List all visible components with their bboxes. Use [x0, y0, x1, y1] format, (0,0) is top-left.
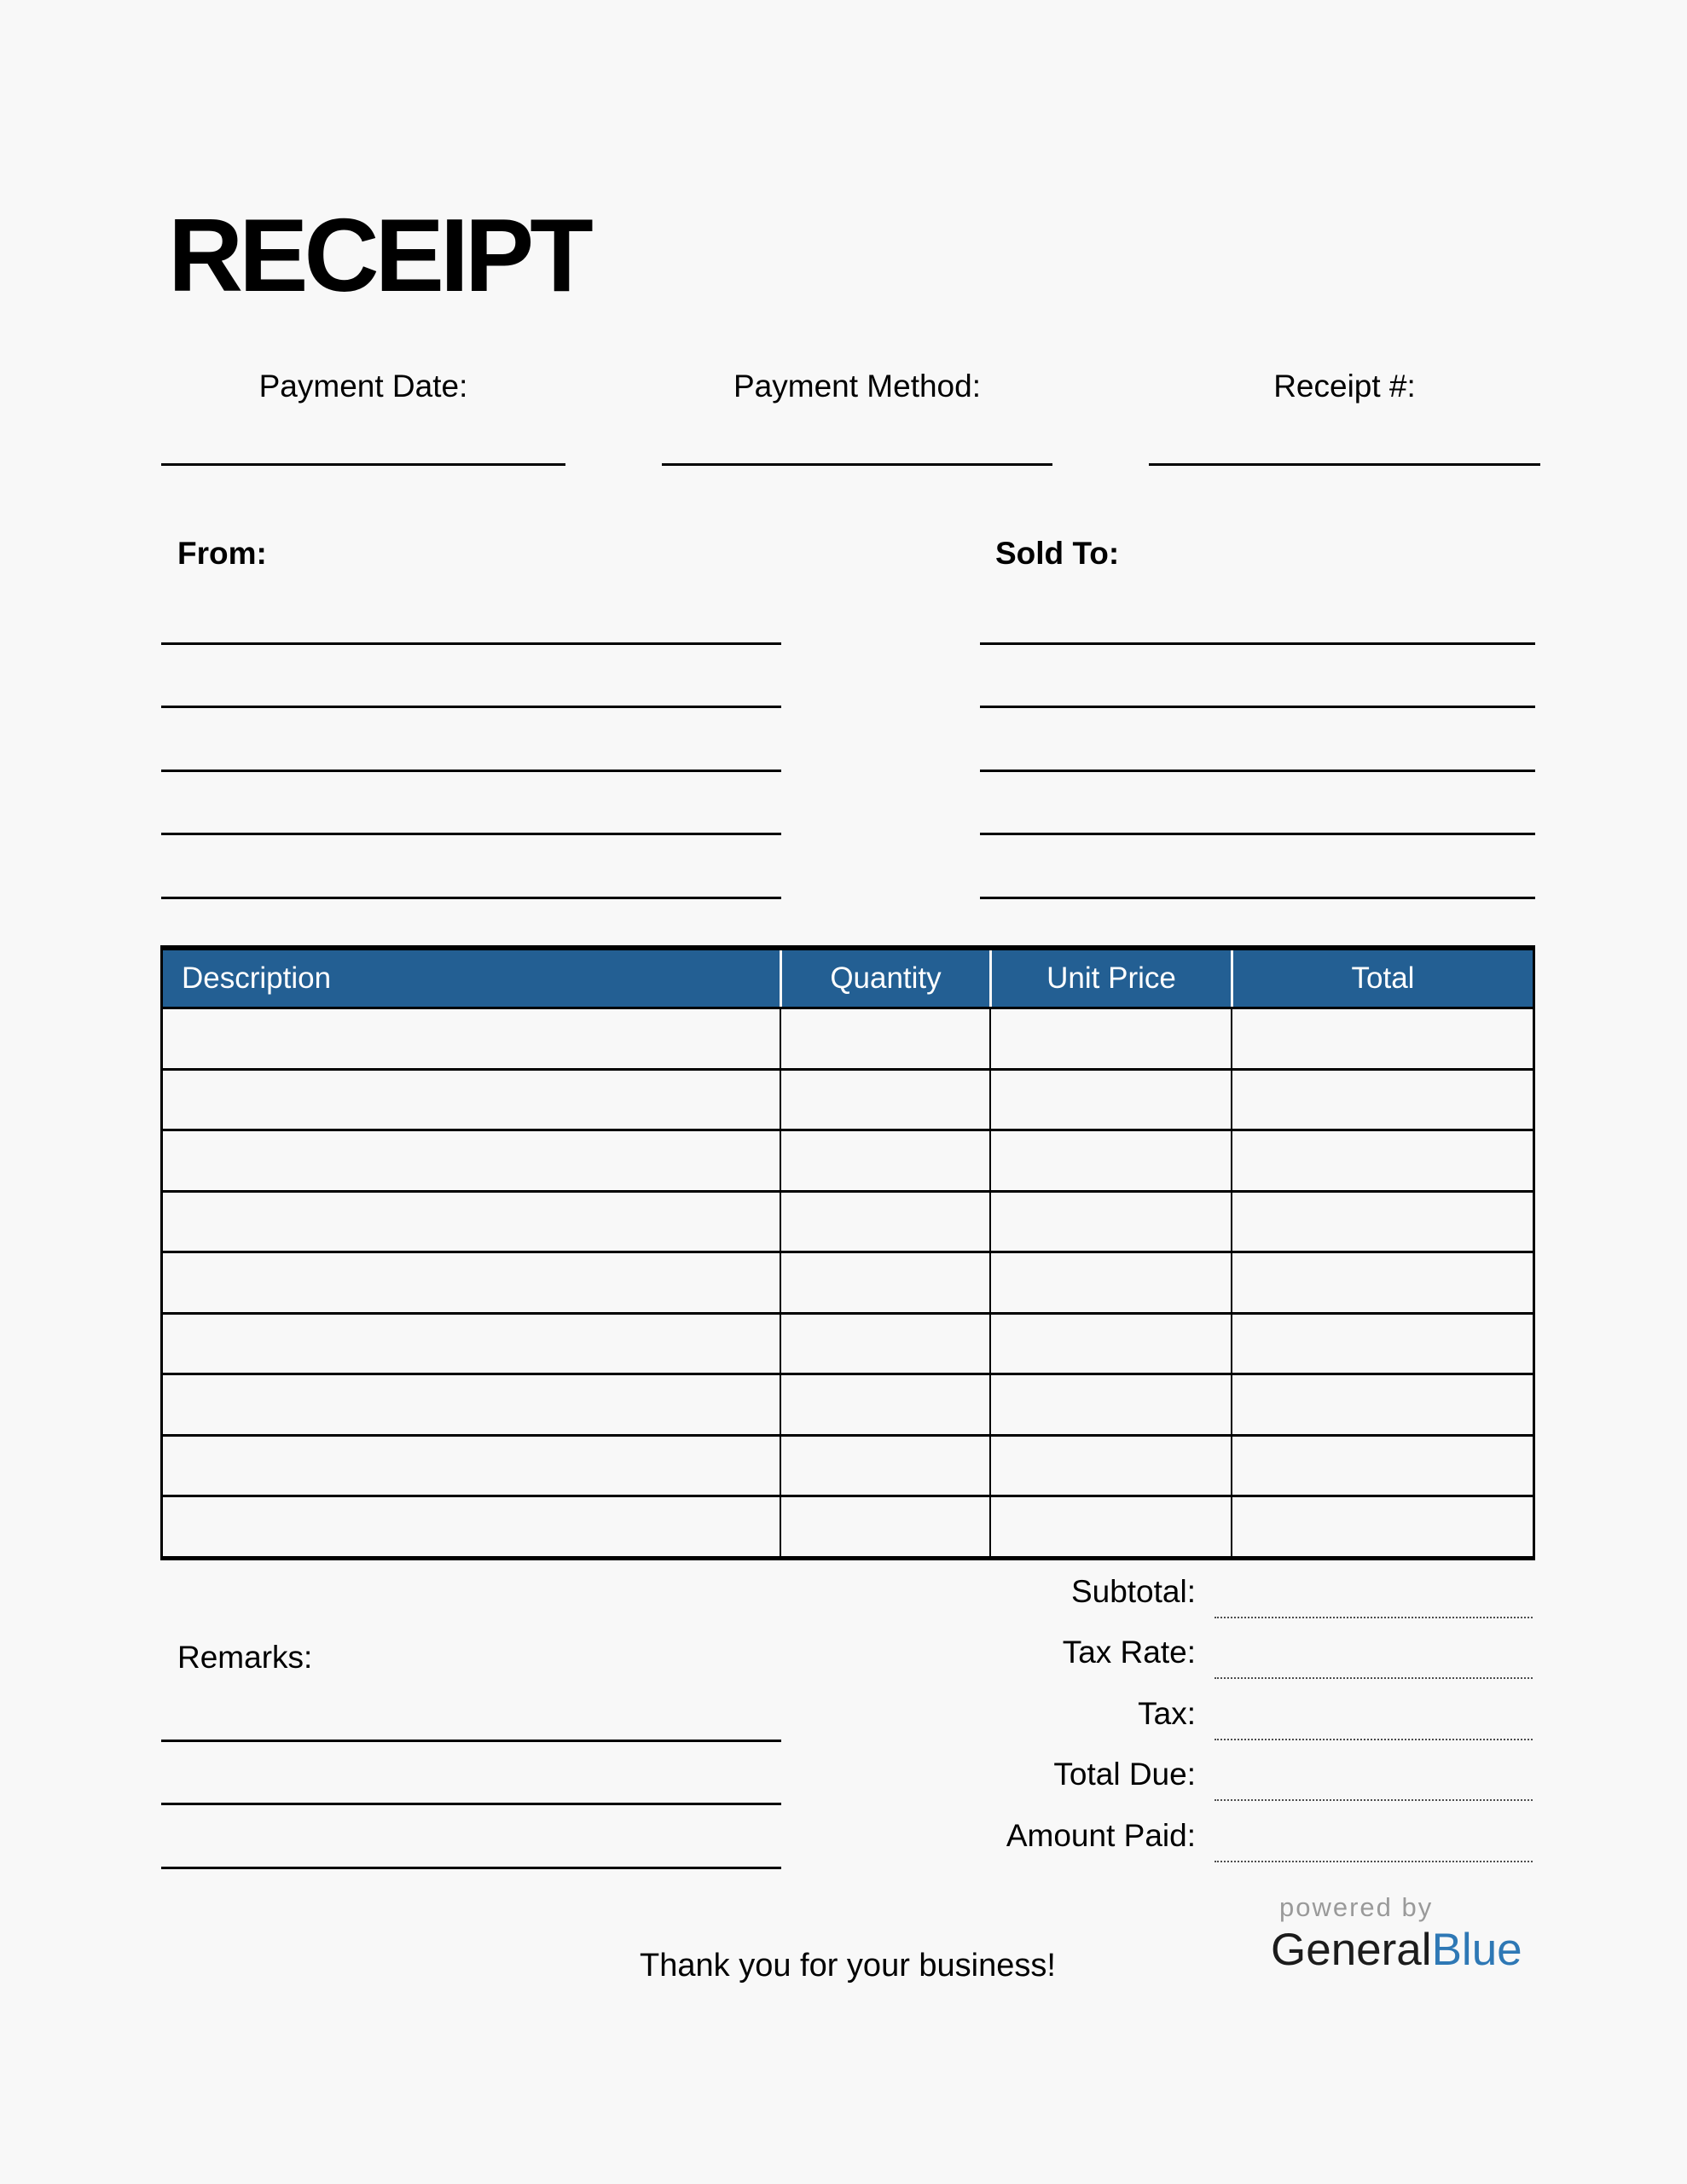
- totals-section: [853, 1557, 1533, 1862]
- table-cell: [1231, 1009, 1533, 1068]
- powered-by-text: powered by: [1279, 1892, 1434, 1922]
- table-body: [163, 1007, 1533, 1556]
- table-cell: [1231, 1071, 1533, 1130]
- total-row-amount-paid: [853, 1801, 1533, 1862]
- total-row-value-line: [1215, 1861, 1533, 1862]
- table-cell: [780, 1437, 989, 1496]
- table-row: [163, 1068, 1533, 1130]
- column-header-total: Total: [1231, 950, 1533, 1007]
- table-cell: [163, 1071, 780, 1130]
- total-row-label: Tax Rate:: [1062, 1635, 1196, 1670]
- payment-field-1: [161, 358, 565, 466]
- table-cell: [163, 1315, 780, 1374]
- table-cell: [780, 1375, 989, 1434]
- table-cell: [780, 1071, 989, 1130]
- line-items-table: [160, 945, 1535, 1560]
- table-cell: [780, 1253, 989, 1312]
- table-row: [163, 1495, 1533, 1556]
- table-cell: [163, 1497, 780, 1556]
- table-row: [163, 1190, 1533, 1252]
- from-blank-line: [161, 708, 781, 772]
- total-row-label: Tax:: [1138, 1695, 1196, 1731]
- table-cell: [163, 1437, 780, 1496]
- payment-field-blank-line: [161, 463, 565, 466]
- payment-field-label: Receipt #:: [1273, 369, 1416, 404]
- table-cell: [163, 1253, 780, 1312]
- table-cell: [1231, 1497, 1533, 1556]
- remarks-label: Remarks:: [177, 1640, 313, 1675]
- sold-to-blank-line: [980, 835, 1535, 899]
- table-cell: [989, 1375, 1231, 1434]
- table-cell: [1231, 1193, 1533, 1252]
- table-cell: [989, 1131, 1231, 1190]
- table-cell: [1231, 1437, 1533, 1496]
- table-cell: [1231, 1315, 1533, 1374]
- table-cell: [780, 1131, 989, 1190]
- page-title: RECEIPT: [168, 197, 589, 313]
- total-row-label: Total Due:: [1053, 1757, 1196, 1792]
- from-blank-lines: [161, 581, 781, 899]
- remarks-blank-lines: [161, 1678, 781, 1869]
- payment-field-label: Payment Method:: [733, 369, 981, 404]
- payment-field-2: [662, 358, 1052, 466]
- from-label: From:: [177, 536, 267, 571]
- sold-to-label: Sold To:: [995, 536, 1120, 571]
- remarks-blank-line: [161, 1805, 781, 1869]
- table-cell: [989, 1193, 1231, 1252]
- table-cell: [780, 1193, 989, 1252]
- total-row-tax-rate: [853, 1618, 1533, 1680]
- payment-field-blank-line: [1149, 463, 1540, 466]
- table-cell: [780, 1009, 989, 1068]
- table-cell: [163, 1375, 780, 1434]
- payment-fields-row: [161, 358, 1540, 466]
- table-cell: [989, 1315, 1231, 1374]
- logo-blue-text: Blue: [1431, 1925, 1522, 1975]
- table-cell: [163, 1131, 780, 1190]
- total-row-label: Amount Paid:: [1006, 1817, 1196, 1853]
- sold-to-blank-lines: [980, 581, 1535, 899]
- column-header-description: Description: [182, 961, 332, 995]
- from-blank-line: [161, 772, 781, 836]
- thank-you-message: Thank you for your business!: [640, 1948, 1056, 1984]
- total-row-label: Subtotal:: [1070, 1573, 1196, 1609]
- from-blank-line: [161, 581, 781, 645]
- total-row-tax: [853, 1679, 1533, 1740]
- table-cell: [163, 1193, 780, 1252]
- table-row: [163, 1129, 1533, 1190]
- payment-field-3: [1149, 358, 1540, 466]
- column-header-quantity: Quantity: [780, 950, 989, 1007]
- table-cell: [989, 1253, 1231, 1312]
- general-blue-logo: [1271, 1926, 1522, 1974]
- table-row: [163, 1251, 1533, 1312]
- table-row: [163, 1007, 1533, 1068]
- remarks-blank-line: [161, 1678, 781, 1742]
- payment-field-label: Payment Date:: [258, 369, 468, 404]
- sold-to-blank-line: [980, 581, 1535, 645]
- table-cell: [780, 1497, 989, 1556]
- sold-to-blank-line: [980, 645, 1535, 709]
- payment-field-blank-line: [662, 463, 1052, 466]
- table-row: [163, 1434, 1533, 1496]
- table-cell: [1231, 1131, 1533, 1190]
- table-cell: [780, 1315, 989, 1374]
- remarks-blank-line: [161, 1742, 781, 1806]
- from-blank-line: [161, 835, 781, 899]
- table-row: [163, 1312, 1533, 1374]
- logo-general-text: General: [1271, 1925, 1432, 1975]
- sold-to-blank-line: [980, 772, 1535, 836]
- table-header-row: [163, 950, 1533, 1007]
- table-cell: [989, 1437, 1231, 1496]
- table-row: [163, 1373, 1533, 1434]
- column-header-unit-price: Unit Price: [989, 950, 1231, 1007]
- table-cell: [989, 1071, 1231, 1130]
- table-cell: [163, 1009, 780, 1068]
- sold-to-blank-line: [980, 708, 1535, 772]
- table-cell: [989, 1497, 1231, 1556]
- table-cell: [989, 1009, 1231, 1068]
- total-row-total-due: [853, 1740, 1533, 1802]
- total-row-subtotal: [853, 1557, 1533, 1618]
- from-blank-line: [161, 645, 781, 709]
- table-cell: [1231, 1375, 1533, 1434]
- powered-by-block: [1271, 1892, 1522, 1974]
- table-cell: [1231, 1253, 1533, 1312]
